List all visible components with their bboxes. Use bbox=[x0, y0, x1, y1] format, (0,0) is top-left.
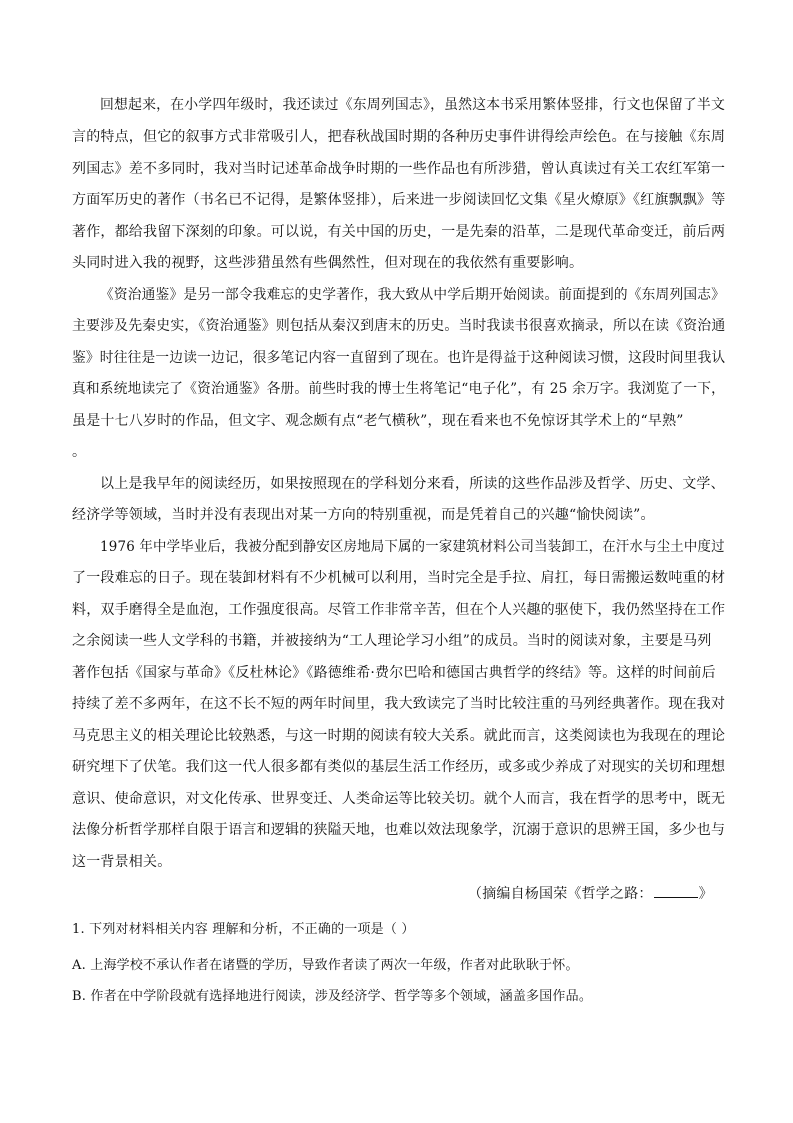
p4-line-8: 研究埋下了伏笔。我们这一代人很多都有类似的基层生活工作经历，或多或少养成了对现实的关切和理想 bbox=[72, 759, 726, 775]
source-citation bbox=[468, 883, 713, 904]
p4-line-7: 马克思主义的相关理论比较熟悉，与这一时期的阅读有较大关系。就此而言，这类阅读也为我现在的理论 bbox=[72, 728, 726, 744]
p4-line-6: 持续了差不多两年，在这不长不短的两年时间里，我大致读完了当时比较注重的马列经典著作。现在我对 bbox=[72, 696, 726, 712]
p4-line-10: 法像分析哲学那样自限于语言和逻辑的狭隘天地，也难以效法现象学，沉溺于意识的思辨王国，多少也与 bbox=[72, 822, 726, 838]
question-stem: 1. 下列对材料相关内容 理解和分析，不正确的一项是（ ） bbox=[72, 922, 415, 937]
p1-line-1: 回想起来，在小学四年级时，我还读过《东周列国志》，虽然这本书采用繁体竖排，行文也保留了半文 bbox=[100, 97, 725, 113]
p1-line-2: 言的特点，但它的叙事方式非常吸引人，把春秋战国时期的各种历史事件讲得绘声绘色。在与接触《东周 bbox=[72, 129, 726, 145]
p3-line-2: 经济学等领域，当时并没有表现出对某一方向的特别重视，而是凭着自己的兴趣“愉快阅读”。 bbox=[72, 507, 655, 523]
p4-line-4: 之余阅读一些人文学科的书籍，并被接纳为“工人理论学习小组”的成员。当时的阅读对象，主要是马列 bbox=[72, 633, 712, 649]
p4-line-9: 意识、使命意识，对文化传承、世界变迁、人类命运等比较关切。就个人而言，我在哲学的思考中，既无 bbox=[72, 791, 726, 807]
p2-line-1: 《资治通鉴》是另一部令我难忘的史学著作，我大致从中学后期开始阅读。前面提到的《东周列国志》 bbox=[100, 287, 726, 303]
p2-line-5: 虽是十七八岁时的作品，但文字、观念颇有点“老气横秋”，现在看来也不免惊讶其学术上的“早熟” bbox=[72, 413, 684, 429]
p1-line-4: 方面军历史的著作（书名已不记得，是繁体竖排），后来进一步阅读回忆文集《星火燎原》《红旗飘飘》等 bbox=[72, 192, 726, 208]
p2-line-3: 鉴》时往往是一边读一边记，很多笔记内容一直留到了现在。也许是得益于这种阅读习惯，这段时间里我认 bbox=[72, 350, 726, 366]
title-blank bbox=[654, 883, 698, 898]
option-a: A. 上海学校不承认作者在诸暨的学历，导致作者读了两次一年级，作者对此耿耿于怀。 bbox=[72, 958, 579, 973]
p3-line-1: 以上是我早年的阅读经历，如果按照现在的学科划分来看，所读的这些作品涉及哲学、历史、文学、 bbox=[100, 476, 725, 492]
source-suffix: 》 bbox=[698, 886, 713, 902]
p4-line-11: 这一背景相关。 bbox=[72, 854, 172, 870]
p1-line-3: 列国志》差不多同时，我对当时记述革命战争时期的一些作品也有所涉猎，曾认真读过有关工农红军第一 bbox=[72, 161, 726, 177]
p4-line-2: 了一段难忘的日子。现在装卸材料有不少机械可以利用，当时完全是手拉、肩扛，每日需搬运数吨重的材 bbox=[72, 570, 726, 586]
p2-line-2: 主要涉及先秦史实，《资治通鉴》则包括从秦汉到唐末的历史。当时我读书很喜欢摘录，所以在读《资治通 bbox=[72, 318, 726, 334]
p4-line-3: 料，双手磨得全是血泡，工作强度很高。尽管工作非常辛苦，但在个人兴趣的驱使下，我仍然坚持在工作 bbox=[72, 602, 726, 618]
p1-line-5: 著作，都给我留下深刻的印象。可以说，有关中国的历史，一是先秦的沿革，二是现代革命变迁，前后两 bbox=[72, 224, 726, 240]
p2-line-4: 真和系统地读完了《资治通鉴》各册。前些时我的博士生将笔记“电子化”，有 25 余万字。我浏览了一下， bbox=[72, 381, 726, 397]
option-b: B. 作者在中学阶段就有选择地进行阅读，涉及经济学、哲学等多个领域，涵盖多国作品。 bbox=[72, 989, 593, 1004]
p4-line-1: 1976 年中学毕业后，我被分配到静安区房地局下属的一家建筑材料公司当装卸工，在汗水与尘土中度过 bbox=[100, 539, 725, 555]
source-prefix: （摘编自杨国荣《哲学之路： bbox=[468, 886, 653, 902]
p4-line-5: 著作包括《国家与革命》《反杜林论》《路德维希·费尔巴哈和德国古典哲学的终结》等。这样的时间前后 bbox=[72, 665, 716, 681]
p2-line-6: 。 bbox=[72, 444, 87, 460]
p1-line-6: 头同时进入我的视野，这些涉猎虽然有些偶然性，但对现在的我依然有重要影响。 bbox=[72, 255, 584, 271]
